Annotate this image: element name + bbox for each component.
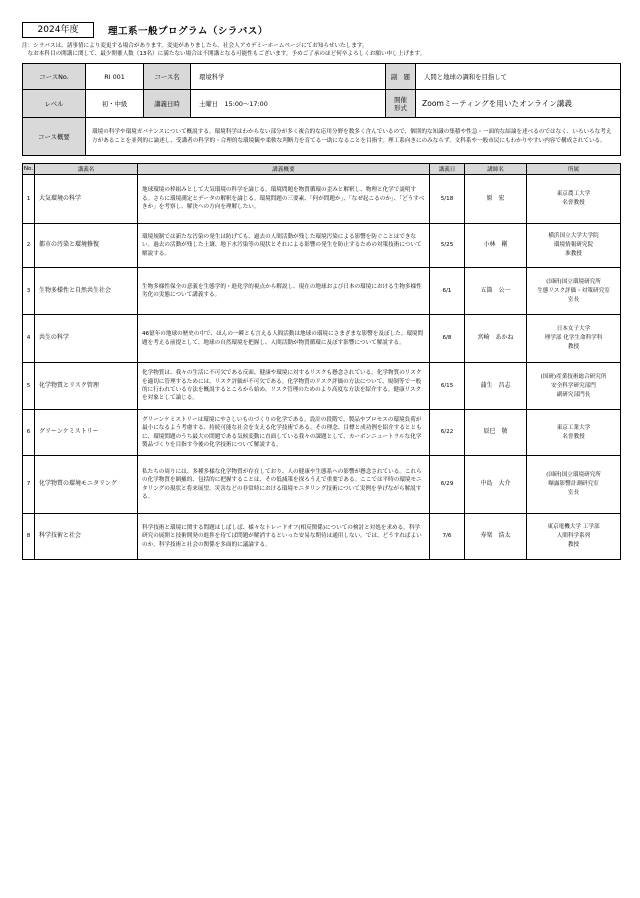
lecturer-affiliation — [527, 410, 621, 456]
lecture-date: 6/1 — [430, 268, 465, 315]
lecture-date: 5/25 — [430, 224, 465, 268]
table-row — [23, 456, 621, 514]
lecture-name: 大気環境の科学 — [35, 175, 138, 224]
lecture-no: 4 — [23, 315, 35, 363]
lecturer-affiliation — [527, 224, 621, 268]
table-row — [23, 268, 621, 315]
lecturer-name: 寿楽 浩太 — [465, 514, 527, 560]
lecture-name: 化学物質の環境モニタリング — [35, 456, 138, 514]
lecture-name: 都市の汚染と環境修復 — [35, 224, 138, 268]
table-row — [23, 363, 621, 410]
affiliation-line: 名誉教授 — [562, 433, 585, 440]
course-info-table — [22, 63, 621, 156]
course-summary: 環境の科学や環境ガバナンスについて概説する。環境科学はわからない部分が多く複合的な応用分野を数多く含んでいるので、個別的な知識の集積や性急・一面的な結論を述べるのではなく、いろいろな考え方があることを並列的に論述し、受講者の科学的・合理的な環境観や柔軟な判断力を育てる一助になることを目指す。理工系向きにのみならず、文科系や一般市民にもわかりやすい内容で構成されている。 — [86, 118, 621, 156]
table-row — [23, 514, 621, 560]
note-line: なお本科目の開講に関して、最少開催人数（13名）に満たない場合は不開講となる可能性もございます。予めご了承のほど何卒よろしくお願い申し上げます。 — [22, 51, 426, 57]
lecture-date: 5/18 — [430, 175, 465, 224]
lecturer-name: 小林 剛 — [465, 224, 527, 268]
lecture-no: 2 — [23, 224, 35, 268]
affiliation-line: 室長 — [567, 490, 580, 496]
affiliation-line: 理学部 化学生命科学科 — [544, 335, 603, 341]
lecture-no: 6 — [23, 410, 35, 456]
lecture-outline: 私たちの周りには、多種多様な化学物質が存在しており、人の健康や生態系への影響が懸念されている。これらの化学物質を網羅的、包括的に把握することは、その低減策を探ろうえで重要である。ここでは平時の環境モニタリングの現状と将来展望、災害などの非常時における環境モニタリング技術について実例を挙げながら解説する。 — [138, 456, 430, 514]
affiliation-line: 横浜国立大学大学院 — [548, 233, 599, 239]
lecturer-name: 中島 大介 — [465, 456, 527, 514]
lecturer-affiliation — [527, 456, 621, 514]
lecturer-name: 原 宏 — [465, 175, 527, 224]
affiliation-line: 名誉教授 — [562, 200, 585, 206]
affiliation-line: (国研)国立環境研究所 — [546, 278, 601, 285]
notes — [22, 42, 622, 58]
header-no: No. — [23, 164, 35, 175]
affiliation-line: 環境情報研究院 — [553, 242, 594, 248]
lecture-outline: 地球環境の枠組みとして大気環境の科学を論じる。環境問題を物質循環の歪みと解釈し、物理と化学で説明する。さらに環境測定とデータの解釈を論じる。環境問題の三要素、「何が問題か」、「なぜ起こるのか」、「どうすべきか」を考察し、解決への方向を理解したい。 — [138, 175, 430, 224]
format: Zoomミーティングを用いたオンライン講義 — [416, 90, 621, 118]
page-title: 理工系一般プログラム（シラバス） — [108, 26, 268, 37]
affiliation-line: 人間科学系列 — [556, 533, 591, 539]
lecturer-name: 五箇 公一 — [465, 268, 527, 315]
affiliation-line: 副研究部門長 — [556, 391, 591, 398]
affiliation-line: (国研)国立環境研究所 — [546, 472, 601, 478]
lectures-table — [22, 163, 621, 560]
affiliation-line: (国研)産業技術総合研究所 — [540, 373, 607, 380]
lecture-date: 6/22 — [430, 410, 465, 456]
affiliation-line: 准教授 — [565, 251, 582, 257]
affiliation-line: 東京工業大学 — [556, 424, 591, 431]
header-date: 講義日 — [430, 164, 465, 175]
lecture-outline: 環境規制では新たな汚染の発生は防げても、過去の人間活動が残した環境汚染による影響を防ぐことはできない。過去の活動が残した土壌、地下水汚染等の現状とそれによる影響の発生を防止するための対策技術について解説する。 — [138, 224, 430, 268]
affiliation-line: 教授 — [567, 542, 580, 548]
year-box: 2024年度 — [22, 22, 94, 38]
summary-label: コース概要 — [23, 118, 86, 156]
lecturer-name: 宮崎 あかね — [465, 315, 527, 363]
lecture-date: 7/6 — [430, 514, 465, 560]
lecture-outline: 科学技術と環境に関する問題はしばしば、様々なトレードオフ(相反関係)についての検討と対処を求める。科学研究の展開と技術開発の進捗を待てば問題が解消するといった安易な期待は通用しない。では、どうすればよいのか。科学技術と社会の関係を多面的に議論する。 — [138, 514, 430, 560]
lecture-outline: グリーンケミストリーは環境にやさしいものづくりの化学である。設計の段階で、製品やプロセスの環境負荷が最小になるよう考慮する、持続可能な社会を支える化学技術である。その理念、目標と成功例を紹介するとともに、環境問題のうち最大の問題である気候変動に直面している我々の課題として、カーボンニュートラルな化学製品づくりを目指す今後の化学技術について解説する。 — [138, 410, 430, 456]
format-label-line: 開催 — [394, 95, 407, 104]
lecture-no: 5 — [23, 363, 35, 410]
lecture-no: 8 — [23, 514, 35, 560]
affiliation-line: 生態リスク評価・対策研究室 — [537, 287, 610, 294]
datetime-label: 講義日時 — [144, 90, 191, 118]
lecture-outline: 46億年の地球の歴史の中で、ほんの一瞬とも言える人間活動は地球の環境にさまざまな影響を及ぼした。環境問題を考える前提として、地球の自然環境を把握し、人間活動が物質循環に及ぼす影響について解説する。 — [138, 315, 430, 363]
affiliation-line: 日本女子大学 — [556, 326, 591, 332]
lecture-name: 科学技術と社会 — [35, 514, 138, 560]
table-row — [23, 175, 621, 224]
table-row — [23, 315, 621, 363]
lecturer-name: 辰巳 敬 — [465, 410, 527, 456]
level: 初・中級 — [86, 90, 144, 118]
lecturer-affiliation — [527, 175, 621, 224]
course-name: 環境科学 — [191, 64, 386, 90]
lecturer-affiliation — [527, 315, 621, 363]
lecture-name: 化学物質とリスク管理 — [35, 363, 138, 410]
subtitle: 人間と地球の調和を目指して — [416, 64, 621, 90]
lecturer-name: 蒲生 昌志 — [465, 363, 527, 410]
header — [22, 22, 268, 38]
format-label-line: 形式 — [394, 103, 407, 112]
lecturer-affiliation — [527, 514, 621, 560]
course-name-label: コース名 — [144, 64, 191, 90]
subtitle-label: 副 題 — [386, 64, 416, 90]
lecture-date: 6/8 — [430, 315, 465, 363]
note-line: 注：シラバスは、諸事情により変更する場合があります。変更がありましたら、社会人アカデミーホームページにてお知らせいたします。 — [22, 43, 368, 49]
header-lecturer: 講師名 — [465, 164, 527, 175]
lecture-no: 1 — [23, 175, 35, 224]
header-affiliation: 所属 — [527, 164, 621, 175]
affiliation-line: 東京電機大学 工学部 — [547, 524, 600, 530]
lecture-outline: 化学物質は、我々の生活に不可欠である反面、健康や環境に対するリスクも懸念されている。化学物質のリスクを適切に管理するためには、リスク評価が不可欠である。化学物質のリスク評価の方法について、規制等で一般的に行われている方法を概説するところから始め、リスク管理のためのより高度な方法を紹介する。健康リスクを対象として論じる。 — [138, 363, 430, 410]
lecture-name: グリーンケミストリー — [35, 410, 138, 456]
lecture-no: 3 — [23, 268, 35, 315]
affiliation-line: 教授 — [567, 344, 580, 350]
format-label — [386, 90, 416, 118]
lecture-name: 共生の科学 — [35, 315, 138, 363]
lecture-name: 生物多様性と自然共生社会 — [35, 268, 138, 315]
table-row — [23, 410, 621, 456]
header-name: 講義名 — [35, 164, 138, 175]
affiliation-line: 東京農工大学 — [556, 191, 591, 197]
lecture-date: 6/29 — [430, 456, 465, 514]
affiliation-line: 曝露影響計測研究室 — [548, 481, 599, 487]
header-outline: 講義概要 — [138, 164, 430, 175]
course-no-label: コースNo. — [23, 64, 86, 90]
lecturer-affiliation — [527, 268, 621, 315]
level-label: レベル — [23, 90, 86, 118]
lecturer-affiliation — [527, 363, 621, 410]
affiliation-line: 室長 — [567, 296, 580, 303]
lecture-date: 6/15 — [430, 363, 465, 410]
affiliation-line: 安全科学研究部門 — [551, 382, 596, 389]
lecture-outline: 生物多様性保全の意義を生態学的・進化学的視点から解説し、現在の地球および日本の環境における生物多様性劣化の実態について講義する。 — [138, 268, 430, 315]
table-row — [23, 224, 621, 268]
course-no: RI 001 — [86, 64, 144, 90]
lecture-no: 7 — [23, 456, 35, 514]
datetime: 土曜日 15:00～17:00 — [191, 90, 386, 118]
